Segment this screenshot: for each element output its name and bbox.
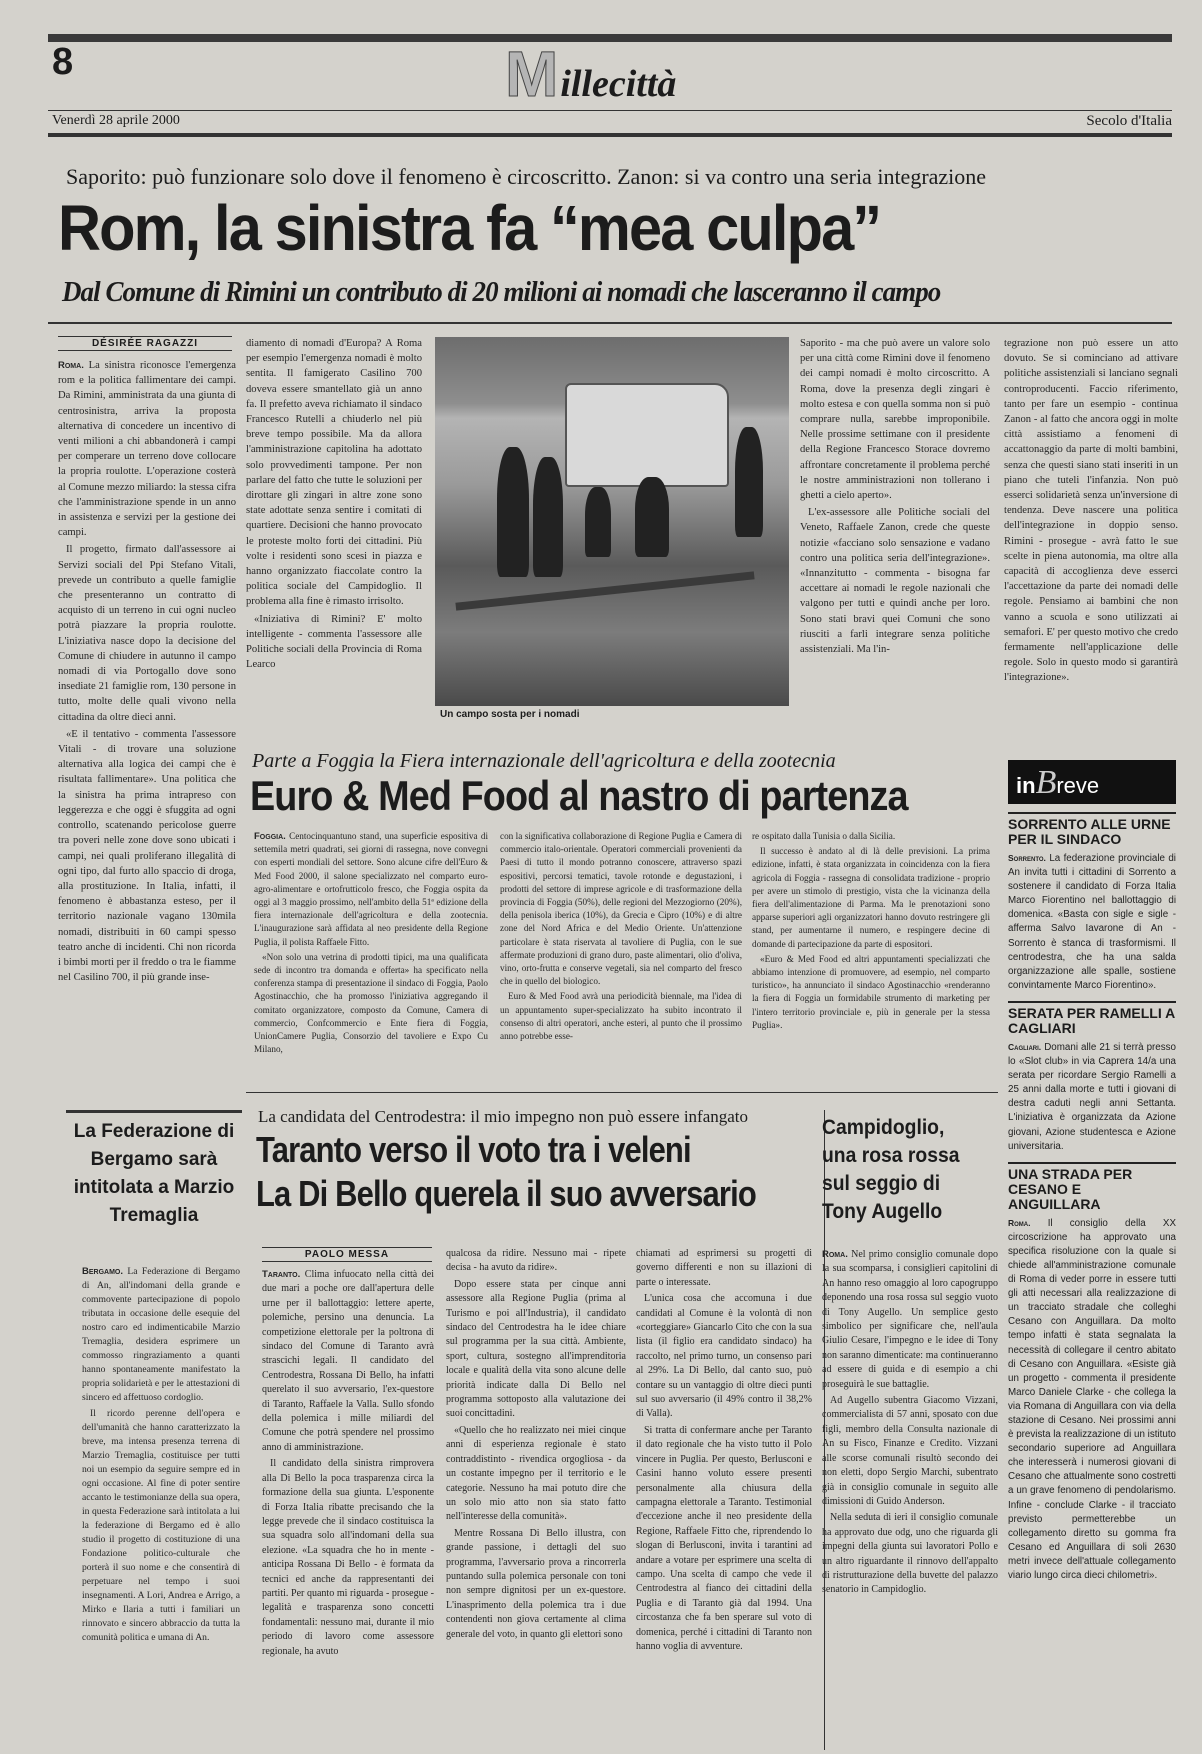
main-col-4 [1004,336,1178,726]
paragraph: Nel primo consiglio comunale dopo la sua scomparsa, i consiglieri capitolini di An hanno reso omaggio al loro capogruppo deponendo una rosa rossa sul seggio vuoto di Tony Augello. Un semplice gesto simbolico per significare che, nell'aula Giulio Cesare, l'impegno e le idee di Tony non saranno dimenticate: ma continueranno ad essere di guida e di esempio a chi proseguirà le sue battaglie. [822,1249,998,1390]
paragraph: qualcosa da ridire. Nessuno mai - ripete decisa - ha avuto da ridire». [446,1248,626,1274]
paragraph: La Federazione di Bergamo di An, all'indomani della grande e commovente partecipazione di popolo tributata in occasione delle esequie del nostro caro ed indimenticabile Marzio Tremaglia, desidera esprimere un commosso ringraziamento a quanti hanno spontaneamente manifestato la propria solidarietà e per le attestazioni di sincero ed affettuoso cordoglio. [82,1266,240,1403]
taranto-headline-2: La Di Bello querela il suo avversario [256,1173,756,1214]
bergamo-dateline: Bergamo. [82,1266,123,1277]
person-shape [735,427,763,537]
person-shape [533,457,563,577]
main-kicker: Saporito: può funzionare solo dove il fenomeno è circoscritto. Zanon: si va contro una seria integrazione [66,164,987,189]
ground-shape [455,571,754,610]
food-col-1 [254,830,488,1078]
campidoglio-body [822,1248,998,1748]
taranto-col-3 [636,1247,812,1747]
taranto-col-2 [446,1247,626,1747]
paragraph: Il progetto, firmato dall'assessore ai Servizi sociali del Ppi Stefano Vitali, prevede un contributo a quelle famiglie che presenteranno un contratto di acquisto di un terreno in cui ogni nucleo potrà piazzare la propria roulotte. L'iniziativa nasce dopo la decisione del Comune di chiudere in autunno il campo nomadi di via Portogallo dove sono insediate 21 famiglie rom, 130 persone in tutto, molte delle quali vivono nella cittadina da oltre dieci anni. [58,544,236,723]
food-col-2 [500,830,742,1078]
taranto-byline: PAOLO MESSA [262,1247,432,1262]
paragraph: «Iniziativa di Rimini? E' molto intelligente - commenta l'assessore alle Politiche sociali della Provincia di Roma Learco [246,613,422,671]
person-shape [635,477,669,557]
paper-name: Secolo d'Italia [1086,113,1172,129]
taranto-col-1 [262,1268,434,1748]
food-dateline: Foggia. [254,831,286,842]
brief-title: SORRENTO ALLE URNE PER IL SINDACO [1008,812,1176,847]
food-headline: Euro & Med Food al nastro di partenza [250,772,908,819]
main-col-3 [800,336,990,724]
taranto-headline-1: Taranto verso il voto tra i veleni [256,1129,691,1170]
in-breve-logo: inBreve [1008,760,1176,804]
paragraph: La sinistra riconosce l'emergenza rom e la politica fallimentare dei campi. Da Rimini, amministrata da una giunta di centrosinistra, arriva la proposta alternativa di concedere un incentivo di venti milioni a chi abbandonerà i campi per comperare un terreno dove collocare la propria roulotte. L'operazione costerà al Comune mezzo miliardo: la stessa cifra che l'amministrazione spende in un anno in assistenza e servizi per la gestione dei campi. [58,360,236,539]
masthead-rule [48,110,1172,111]
paragraph: Il candidato della sinistra rimprovera alla Di Bello la poca trasparenza circa la formazione della sua giunta. L'esponente di Forza Italia ribatte precisando che la legge prevede che il sindaco costituisca la sua squadra solo all'indomani della sua elezione. «La squadra che ho in mente - anticipa Rossana Di Bello - è formata da tecnici ed anche da rappresentanti dei partiti. Per quanto mi riguarda - prosegue - legalità e trasparenza sono concetti fondamentali: nessuno mai, durante il mio periodo di lavoro come assessore regionale, ha avuto [262,1458,434,1657]
paragraph: L'ex-assessore alle Politiche sociali del Veneto, Raffaele Zanon, crede che queste notizie «facciano solo sensazione e vadano contro una politica seria dell'integrazione». «Innanzitutto - commenta - bisogna far accettare ai nomadi le regole nazionali che valgono per tutti e quindi anche per loro. Sono stati bravi quei Comuni che sono riusciti a farli integrare senza politiche assistenziali. Ma l'in- [800,507,990,656]
brief-item [1008,1001,1176,1154]
bergamo-top-rule [66,1110,242,1113]
paragraph: Dopo essere stata per cinque anni assessore alla Regione Puglia (prima al Turismo e poi all'Industria), il candidato sindaco del Centrodestra ha le idee chiare sul programma per la sua città. Ambiente, sport, cultura, sostegno all'imprenditoria locale e qualità della vita sono alcune delle priorità indicate dalla Di Bello nel programma sottoposto alla valutazione dei suoi concittadini. [446,1278,626,1420]
brief-title: SERATA PER RAMELLI A CAGLIARI [1008,1001,1176,1036]
main-col-2 [246,336,422,726]
paragraph: «Non solo una vetrina di prodotti tipici, ma una qualificata sede di incontro tra domanda e offerta» ha specificato nella conferenza stampa di presentazione il sindaco di Foggia, Paolo Agostinacchio, che ha promosso l'iniziativa aggregando il comitato organizzatore, composto da Comune, Camera di commercio, Confcommercio e Ente fiera di Foggia, UnionCamere Puglia, Consorzio del tavoliere e Expo Cu Milano, [254,951,488,1055]
paragraph: Clima infuocato nella città dei due mari a poche ore dall'apertura delle urne per il ballottaggio: lettere aperte, polemiche, persino una denuncia. La competizione elettorale per la poltrona di sindaco del Comune di Taranto avrà strascichi legali. Il candidato del Centrodestra, Rossana Di Bello, ha infatti querelato il suo avversario, l'ex-questore di Taranto, Raffaele la Valla. Sullo sfondo della polemica i mille miliardi del Comune che potrà spendere nel prossimo anno di amministrazione. [262,1269,434,1453]
food-bottom-rule [246,1092,998,1093]
taranto-kicker: La candidata del Centrodestra: il mio impegno non può essere infangato [258,1107,749,1126]
main-rule [48,322,1172,324]
brief-title: UNA STRADA PER CESANO E ANGUILLARA [1008,1162,1176,1212]
section-logo-initial: M [505,38,559,110]
person-shape [585,487,611,557]
page-number: 8 [52,41,74,83]
paragraph: «Quello che ho realizzato nei miei cinque anni di esperienza regionale è stato contraddistinto - rivendica orgogliosa - da un costante impegno per il territorio e le categorie. Nessuno ha mai potuto dire che un solo mio atto non sia stato fatto nell'interesse della comunità». [446,1424,626,1523]
section-logo [505,38,677,114]
paragraph: Mentre Rossana Di Bello illustra, con grande passione, i dettagli del suo programma, l'avversario prova a rincorrerla puntando sulla polemica personale con toni non sempre dignitosi per un ex-questore. L'inasprimento della polemica tra i due contendenti non giova certamente al clima generale del voto, in quanto gli elettori sono [446,1527,626,1640]
paragraph: con la significativa collaborazione di Regione Puglia e Camera di commercio italo-orientale. Operatori commerciali provenienti da Paesi di tutto il mondo potranno conoscere, attraverso spazi espositivi, percorsi tematici, tavole rotonde e degustazioni, i prodotti del settore di imprese agricole e di trasformazione della provincia di Foggia (50%), delle regioni del Mezzogiorno (20%), della penisola iberica (10%), da Grecia e Cipro (10%) e di altre zone del Nord Africa e del Medio Oriente. Un'attenzione particolare è stata riservata al tavoliere di Puglia, con le sue affermate produzioni di grano duro, paste alimentari, olio d'oliva, vino, orto-frutta e conserve vegetali, sia nel comparto del fresco che in quello del biologico. [500,831,742,987]
food-col-3 [752,830,990,1078]
brief-body: Cagliari. Domani alle 21 si terrà presso lo «Slot club» in via Caprera 14/a una serata per ricordare Sergio Ramelli a 25 anni dalla morte e tutti i giovani di destra caduti negli anni Settanta. L'iniziativa è organizzata da Azione giovani, Azione studentesca e Azione universitaria. [1008,1041,1176,1152]
photo-caption: Un campo sosta per i nomadi [440,709,580,720]
paragraph: Il successo è andato al di là delle previsioni. La prima edizione, infatti, è stata organizzata in coincidenza con la fiera agricola di Foggia - rassegna di consolidata tradizione - proprio per avere un stimolo di prestigio, vista che la vicinanza della fiera dell'alimentazione di Parma. Ma le prenotazioni sono apparse superiori agli organizzatori hanno dovuto restringere gli stand, per aumentarne il numero, e respingere decine di domande di partecipazione da parte di espositori. [752,846,990,949]
paragraph: Si tratta di confermare anche per Taranto il dato regionale che ha visto tutto il Polo vincere in Puglia. Per questo, Berlusconi e Casini hanno voluto essere presenti personalmente alla chiusura della campagna elettorale a Taranto. Testimonial d'eccezione anche il neo presidente della Regione, Raffaele Fitto che, riprendendo lo slogan di Berlusconi, invita i tarantini ad andare a votare per esprimere una scelta di campo. Una scelta di campo che vede il Centrodestra al fianco dei cittadini della Puglia e di Taranto già dal 1994. Una circostanza che fa ben sperare sul voto di domenica, perché i cittadini di Taranto non hanno voglia di avventure. [636,1424,812,1652]
bergamo-body [82,1265,240,1745]
person-shape [497,447,529,577]
brief-body: Roma. Il consiglio della XX circoscrizione ha approvato una specifica risoluzione con la quale si chiede all'amministrazione comunale di Roma di veder porre in essere tutti gli atti necessari alla realizzazione di un tracciato stradale che colleghi Cesano con Anguillara. Da molto tempo infatti è stata segnalata la necessità di collegare il centro abitato di Cesano con Anguillara. «Esiste già un progetto - commenta il presidente Marco Daniele Clarke - che collega la via Romana di Anguillara con via della stazione di Cesano. Nei prossimi anni è prevista la realizzazione di un istituto secondario superiore ad Anguillara che interesserà i numerosi giovani di Cesano che attualmente sono costretti a un grave fenomeno di pendolarismo. Infine - conclude Clarke - il tracciato previsto permetterebbe un collegamento diretto su gomma fra Cesano ed Anguillara di soli 2630 metri invece dell'attuale collegamento viario lungo circa dieci chilometri». [1008,1217,1176,1582]
paragraph: Nella seduta di ieri il consiglio comunale ha approvato due odg, uno che riguarda gli impegni della giunta sui lavoratori Pollo e un altro riguardante il rinnovo dell'appalto di ristrutturazione della buvette del palazzo senatorio in Campidoglio. [822,1512,998,1596]
paragraph: diamento di nomadi d'Europa? A Roma per esempio l'emergenza nomadi è molto sentita. Il famigerato Casilino 700 doveva essere smantellato già un anno fa. Il prefetto aveva richiamato il sindaco Francesco Rutelli a chiuderlo nel più breve tempo possibile. Ma da allora l'amministrazione capitolina ha adottato solo provvedimenti tampone. Per non parlare del fatto che tutte le soluzioni per dirottare gli zingari in altre zone sono state adottate senza sentire i comitati di quartiere. Decisioni che hanno provocato le proteste molto forti dei cittadini. Più volte i residenti sono scesi in piazza e hanno organizzato fiaccolate contro la politica sociale del Campidoglio. Il problema alla fine è rimasto irrisolto. [246,338,422,608]
van-shape [565,383,729,487]
top-rule [48,34,1172,42]
brief-body: Sorrento. La federazione provinciale di An invita tutti i cittadini di Sorrento a sostenere il candidato di Forza Italia Marco Fiorentino nel ballottaggio di domenica. «Basta con sigle e sigle - afferma Salvo Iavarone di An - Sorrento è stanca di trasformismi. Il centrodestra, che ha una salda organizzazione alle spalle, sostiene convintamente Marco Fiorentino». [1008,853,1176,991]
paragraph: Saporito - ma che può avere un valore solo per una città come Rimini dove il fenomeno dei campi nomadi è molto circoscritto. A Roma, dove la presenza degli zingari è molto estesa e con quella somma non si può comprare nulla, sarebbe improponibile. Nelle prossime settimane con il presidente della Regione Francesco Storace dovremo affrontare concretamente il problema perché le nostre amministrazioni non tollerano i ghetti a cielo aperto». [800,338,990,502]
paragraph: re ospitato dalla Tunisia o dalla Sicilia. [752,831,896,841]
campidoglio-dateline: Roma. [822,1249,848,1260]
main-subhead: Dal Comune di Rimini un contributo di 20 milioni ai nomadi che lasceranno il campo [62,276,941,308]
taranto-dateline: Taranto. [262,1269,301,1280]
masthead-bottom-rule [48,133,1172,137]
paragraph: Il ricordo perenne dell'opera e dell'umanità che hanno caratterizzato la breve, ma intensa presenza terrena di Marzio Tremaglia, costituisce per tutti noi un esempio da seguire sempre ed in ogni occasione. Al fine di poter sentire accanto le testimonianze della sua opera, in questa Federazione sarà intitolata a lui la federazione di Bergamo ed è allo studio il progetto di costituzione di una Fondazione politico-culturale che porterà il suo nome e che consentirà di perpetuare nel tempo i suoi insegnamenti. A Lori, Andrea e Arrigo, a Mirko e Ilaria a tutti i familiari un rinnovato e sincero abbraccio da tutta la comunità politica e umana di An. [82,1408,240,1643]
brief-item [1008,1162,1176,1583]
brief-item [1008,812,1176,993]
paragraph: Ad Augello subentra Giacomo Vizzani, commercialista di 57 anni, sposato con due figli, membro della Consulta nazionale di An su Fisco, Finanze e Credito. Vizzani alle scorse comunali risultò secondo dei non eletti, dopo Sergio Marchi, subentrato già in consiglio comunale in seguito alle dimissioni di Guido Anderson. [822,1395,998,1507]
section-logo-text: illecittà [560,63,677,105]
issue-date: Venerdì 28 aprile 2000 [52,113,180,128]
paragraph: chiamati ad esprimersi su progetti di governo differenti e non su illazioni di parte o interessate. [636,1248,812,1288]
nomad-camp-photo [435,337,789,706]
main-headline: Rom, la sinistra fa “mea culpa” [58,192,881,264]
paragraph: L'unica cosa che accomuna i due candidati al Comune è la volontà di non «corteggiare» Giancarlo Cito che con la sua lista (il figlio era candidato sindaco) ha raccolto, nel primo turno, un consenso pari al 29%. La Di Bello, dal canto suo, può contare su un vantaggio di oltre dieci punti sul suo avversario (il 49% contro il 38,2% di Valla). [636,1293,812,1420]
food-kicker: Parte a Foggia la Fiera internazionale dell'agricoltura e della zootecnia [252,750,836,772]
paragraph: Centocinquantuno stand, una superficie espositiva di settemila metri quadrati, sei giorni di rassegna, nove convegni con esperti mondiali del settore. Sono alcune cifre dell'Euro & Med Food 2000, il salone specializzato nel comparto euro-agro-alimentare e ortofrutticolo fresco, che Foggia ospita da oggi al 3 maggio prossimo, nell'ambito della 51ª edizione della fiera internazionale dell'agricoltura e della zootecnia. L'inaugurazione sarà affidata al neo presidente della Regione Puglia, il polista Raffaele Fitto. [254,831,488,947]
bergamo-headline: La Federazione di Bergamo sarà intitolata a Marzio Tremaglia [73,1121,235,1226]
in-breve-sidebar [1008,760,1176,1752]
paragraph: tegrazione non può essere un atto dovuto. Se si cominciano ad attivare politiche assistenziali si lanciano segnali controproducenti. Faccio riferimento, tanto per fare un esempio - continua Zanon - al fatto che ancora oggi in molte città assistiamo a fenomeni di accattonaggio da parte di molti bambini, senza che questi siano stati inseriti in un piano che tuteli l'infanzia. Non può esserci solidarietà senza un'inversione di tendenza. Deve nascere una politica dell'integrazione in doppio senso. Rimini - prosegue - avrà fatto le sue scelte in piena autonomia, ma oltre alla capacità di accoglienza deve esserci l'accettazione da parte dei nomadi delle regole. Pensiamo ai bambini che non vanno a scuola e sono utilizzati ai semafori. E' per questo motivo che credo fermamente nell'applicazione delle regole. Solo in questo modo si garantirà l'integrazione». [1004,338,1178,684]
paragraph: Euro & Med Food avrà una periodicità biennale, ma l'idea di un appuntamento super-specializzato ha subito incontrato il consenso di altri operatori, anche esteri, al punto che il prossimo anno potrebbe esse- [500,991,742,1042]
main-dateline: Roma. [58,360,84,371]
campidoglio-headline: Campidoglio, una rosa rossa sul seggio di Tony Augello [822,1116,960,1223]
paragraph: «E il tentativo - commenta l'assessore Vitali - di trovare una soluzione alternativa alla logica dei campi che è risultata fallimentare». Una politica che la sinistra ha prima intrapreso con leggerezza e che oggi è sfuggita ad ogni controllo, scatenando pericolose guerre tra poveri nelle zone dove sono ubicati i campi, nei quali proliferano illegalità di ogni tipo, dal furto allo spaccio di droga, alla prostituzione. In Italia, infatti, il fenomeno è abbastanza esteso, per il territorio nazionale vagano 130mila nomadi, distribuiti in 60 campi spesso teatro anche di incidenti. Chi non ricorda i bimbi morti per il freddo o tra le fiamme nel Casilino 700, il più grande inse- [58,728,236,984]
main-byline: DÉSIRÉE RAGAZZI [58,336,232,351]
paragraph: «Euro & Med Food ed altri appuntamenti specializzati che abbiamo intenzione di promuovere, ad esempio, nel comparto turistico», ha annunciato il sindaco Agostinacchio «renderanno la fiera di Foggia un formidabile strumento di marketing per l'intero territorio provinciale e, più in generale per la stessa Puglia». [752,953,990,1030]
